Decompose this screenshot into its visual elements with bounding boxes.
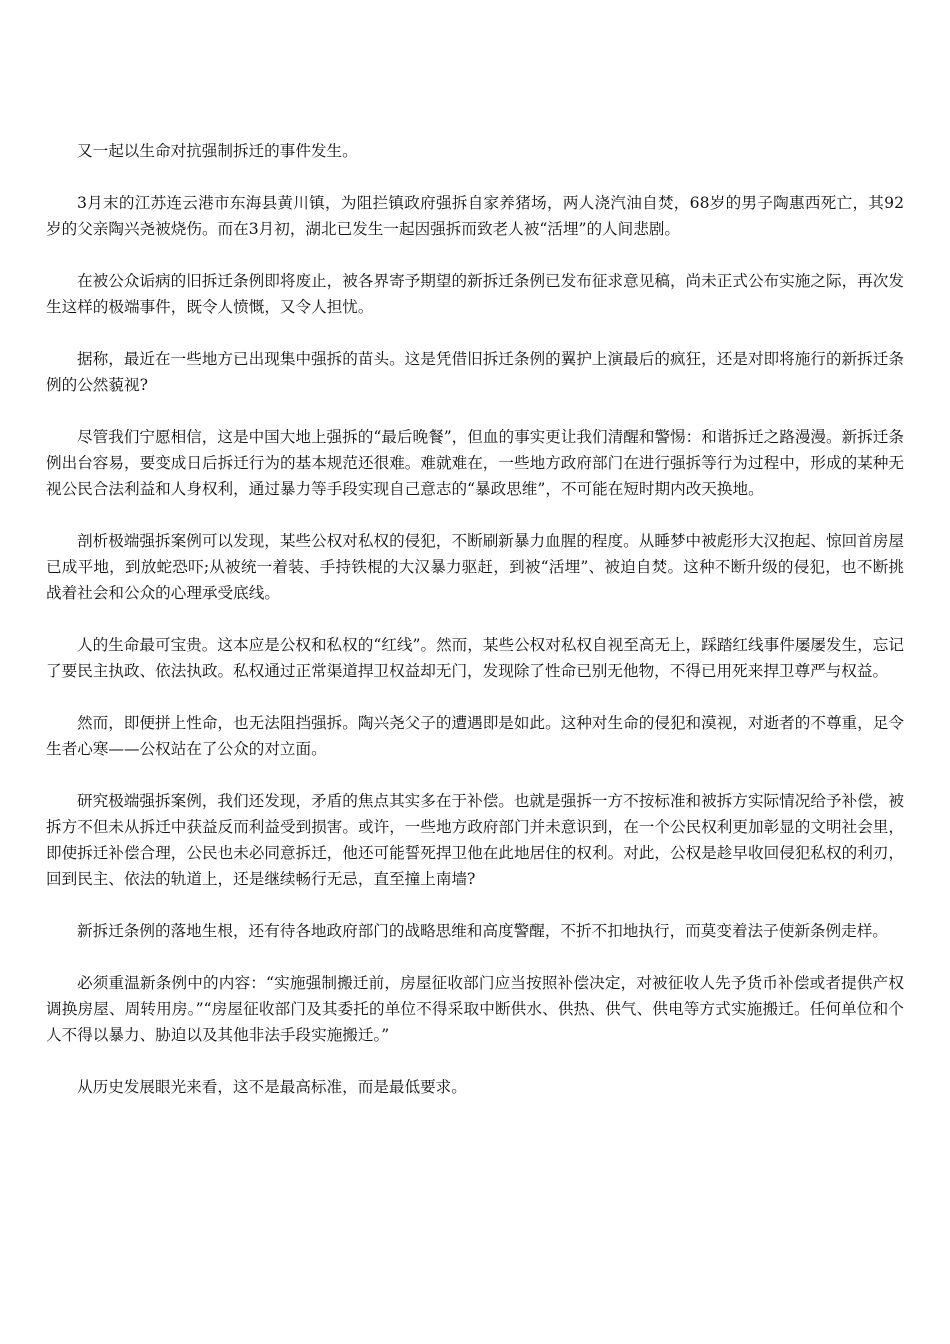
- paragraph-2: 3月末的江苏连云港市东海县黄川镇，为阻拦镇政府强拆自家养猪场，两人浇汽油自焚，68岁的男子陶惠西死亡，其92岁的父亲陶兴尧被烧伤。而在3月初，湖北已发生一起因强拆而致老人被“活埋”的人间悲剧。: [46, 194, 904, 238]
- paragraph-1: 又一起以生命对抗强制拆迁的事件发生。: [77, 142, 358, 160]
- paragraph-12: 从历史发展眼光来看，这不是最高标准，而是最低要求。: [77, 1078, 467, 1096]
- paragraph-9: 研究极端强拆案例，我们还发现，矛盾的焦点其实多在于补偿。也就是强拆一方不按标准和被拆方实际情况给予补偿，被拆方不但未从拆迁中获益反而利益受到损害。或许，一些地方政府部门并未意识到，在一个公民权利更加彰显的文明社会里，即使拆迁补偿合理，公民也未必同意拆迁，他还可能誓死捍卫他在此地居住的权利。对此，公权是趁早收回侵犯私权的利刃，回到民主、依法的轨道上，还是继续畅行无忌，直至撞上南墙?: [46, 792, 904, 888]
- article-body: [46, 138, 904, 1126]
- paragraph-6: 剖析极端强拆案例可以发现，某些公权对私权的侵犯，不断刷新暴力血腥的程度。从睡梦中被彪形大汉抱起、惊回首房屋已成平地，到放蛇恐吓;从被统一着装、手持铁棍的大汉暴力驱赶，到被“活埋”、被迫自焚。这种不断升级的侵犯，也不断挑战着社会和公众的心理承受底线。: [46, 532, 904, 602]
- paragraph-3: 在被公众诟病的旧拆迁条例即将废止，被各界寄予期望的新拆迁条例已发布征求意见稿，尚未正式公布实施之际，再次发生这样的极端事件，既令人愤慨，又令人担忧。: [46, 272, 904, 316]
- paragraph-8: 然而，即便拼上性命，也无法阻挡强拆。陶兴尧父子的遭遇即是如此。这种对生命的侵犯和漠视，对逝者的不尊重，足令生者心寒——公权站在了公众的对立面。: [46, 714, 904, 758]
- paragraph-7: 人的生命最可宝贵。这本应是公权和私权的“红线”。然而，某些公权对私权自视至高无上，踩踏红线事件屡屡发生，忘记了要民主执政、依法执政。私权通过正常渠道捍卫权益却无门，发现除了性命已别无他物，不得已用死来捍卫尊严与权益。: [46, 636, 904, 680]
- paragraph-5: 尽管我们宁愿相信，这是中国大地上强拆的“最后晚餐”，但血的事实更让我们清醒和警惕：和谐拆迁之路漫漫。新拆迁条例出台容易，要变成日后拆迁行为的基本规范还很难。难就难在，一些地方政府部门在进行强拆等行为过程中，形成的某种无视公民合法利益和人身权利，通过暴力等手段实现自己意志的“暴政思维”，不可能在短时期内改天换地。: [46, 428, 904, 498]
- paragraph-10: 新拆迁条例的落地生根，还有待各地政府部门的战略思维和高度警醒，不折不扣地执行，而莫变着法子使新条例走样。: [77, 922, 888, 940]
- paragraph-4: 据称，最近在一些地方已出现集中强拆的苗头。这是凭借旧拆迁条例的翼护上演最后的疯狂，还是对即将施行的新拆迁条例的公然藐视?: [46, 350, 904, 394]
- paragraph-11: 必须重温新条例中的内容：“实施强制搬迁前，房屋征收部门应当按照补偿决定，对被征收人先予货币补偿或者提供产权调换房屋、周转用房。”“房屋征收部门及其委托的单位不得采取中断供水、供热、供气、供电等方式实施搬迁。任何单位和个人不得以暴力、胁迫以及其他非法手段实施搬迁。”: [46, 974, 904, 1044]
